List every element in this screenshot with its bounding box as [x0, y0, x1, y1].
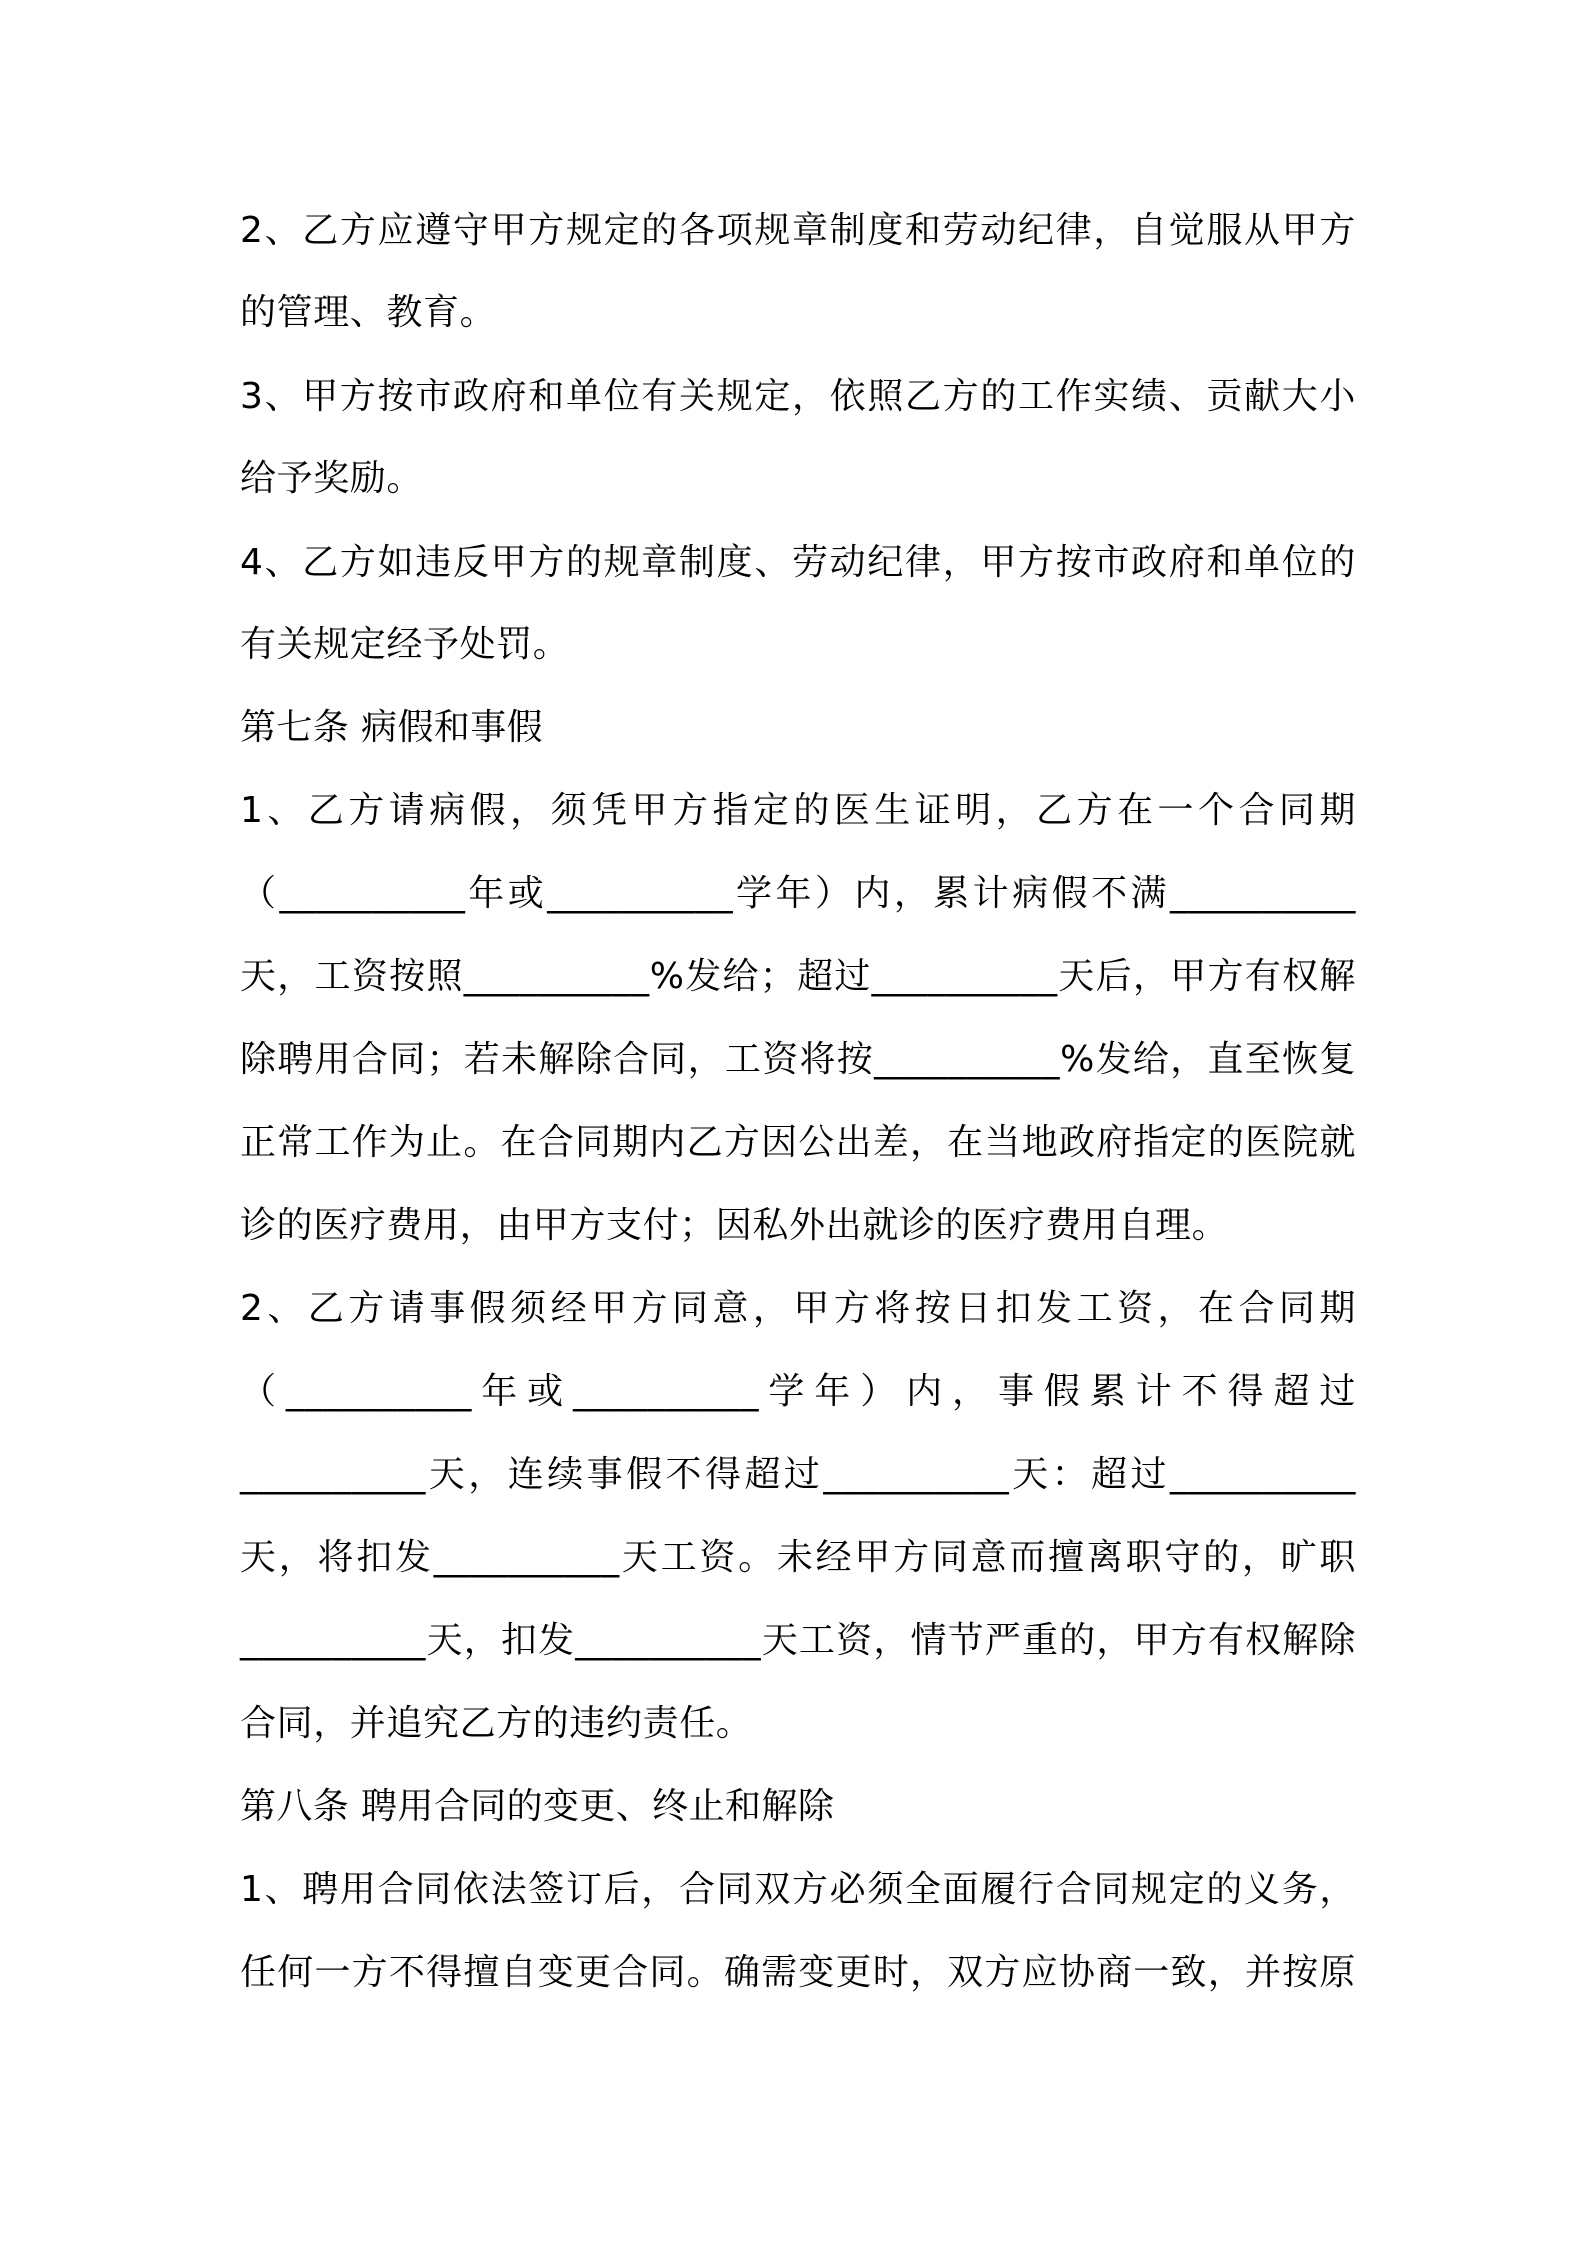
text-line: 天，将扣发__________天工资。未经甲方同意而擅离职守的，旷职	[240, 1537, 1356, 1578]
section-heading: 第八条 聘用合同的变更、终止和解除	[240, 1786, 835, 1827]
text-line: __________天，扣发__________天工资，情节严重的，甲方有权解除	[240, 1620, 1356, 1661]
text-line: 任何一方不得擅自变更合同。确需变更时，双方应协商一致，并按原	[240, 1952, 1356, 1993]
text-line: （__________年或__________学年）内，累计病假不满__________	[240, 873, 1356, 914]
text-line: 天，工资按照__________%发给；超过__________天后，甲方有权解	[240, 956, 1356, 997]
text-line: 的管理、教育。	[240, 292, 497, 333]
text-line: 1、乙方请病假，须凭甲方指定的医生证明，乙方在一个合同期	[240, 790, 1356, 831]
text-line: （__________年或__________学年）内，事假累计不得超过	[240, 1371, 1356, 1412]
text-line: 给予奖励。	[240, 458, 424, 499]
text-line: 除聘用合同；若未解除合同，工资将按__________%发给，直至恢复	[240, 1039, 1356, 1080]
section-heading: 第七条 病假和事假	[240, 707, 544, 748]
text-line: 3、甲方按市政府和单位有关规定，依照乙方的工作实绩、贡献大小	[240, 376, 1356, 417]
text-line: 正常工作为止。在合同期内乙方因公出差，在当地政府指定的医院就	[240, 1122, 1356, 1163]
text-line: 合同，并追究乙方的违约责任。	[240, 1703, 753, 1744]
text-line: 2、乙方应遵守甲方规定的各项规章制度和劳动纪律，自觉服从甲方	[240, 210, 1356, 251]
text-line: 1、聘用合同依法签订后，合同双方必须全面履行合同规定的义务，	[240, 1869, 1356, 1910]
text-line: __________天，连续事假不得超过__________天：超过__________	[240, 1454, 1356, 1495]
text-line: 4、乙方如违反甲方的规章制度、劳动纪律，甲方按市政府和单位的	[240, 542, 1356, 583]
text-line: 诊的医疗费用，由甲方支付；因私外出就诊的医疗费用自理。	[240, 1205, 1229, 1246]
text-line: 有关规定经予处罚。	[240, 624, 570, 665]
text-line: 2、乙方请事假须经甲方同意，甲方将按日扣发工资，在合同期	[240, 1288, 1356, 1329]
